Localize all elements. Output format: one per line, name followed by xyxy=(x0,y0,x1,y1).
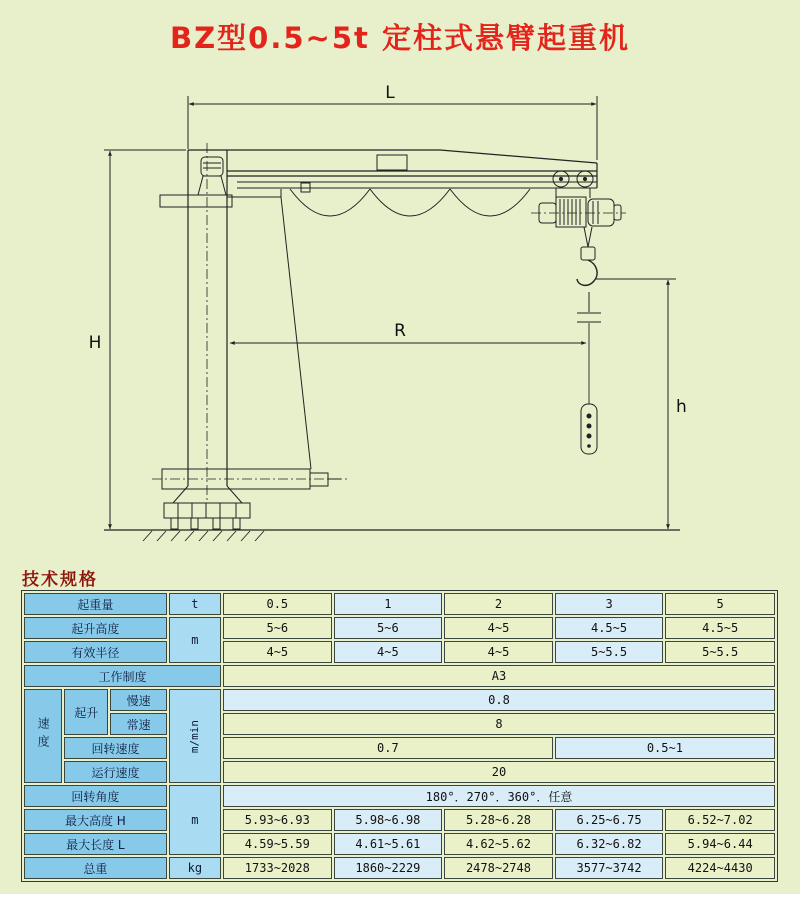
page-bottom-margin xyxy=(0,894,800,900)
max-length-value: 5.94~6.44 xyxy=(665,833,775,855)
slewing-angle-label: 回转角度 xyxy=(24,785,167,807)
working-radius-value: 4~5 xyxy=(334,641,443,663)
rope-break-symbol xyxy=(577,292,601,322)
row-speed-slow xyxy=(24,689,775,711)
rotation-motor xyxy=(198,157,226,195)
row-speed-normal xyxy=(24,713,775,735)
ground-line xyxy=(104,530,680,541)
brace-rod xyxy=(281,197,311,469)
lifting-height-value: 4~5 xyxy=(444,617,553,639)
slow-speed-label: 慢速 xyxy=(110,689,166,711)
capacity-value: 5 xyxy=(665,593,775,615)
duty-class-value: A3 xyxy=(223,665,775,687)
lower-collar xyxy=(152,469,348,489)
total-weight-value: 4224~4430 xyxy=(665,857,775,879)
row-capacity xyxy=(24,593,775,615)
total-weight-value: 1860~2229 xyxy=(334,857,443,879)
lifting-height-label: 起升高度 xyxy=(24,617,167,639)
row-max-length xyxy=(24,833,775,855)
max-height-label: 最大高度 H xyxy=(24,809,167,831)
duty-class-label: 工作制度 xyxy=(24,665,221,687)
row-speed-travel xyxy=(24,761,775,783)
support-column xyxy=(188,143,227,500)
max-height-value: 5.98~6.98 xyxy=(334,809,443,831)
hoist-trolley xyxy=(553,171,593,198)
dimension-l xyxy=(188,83,597,160)
support-bracket xyxy=(160,189,311,469)
working-radius-value: 5~5.5 xyxy=(665,641,775,663)
max-height-value: 6.52~7.02 xyxy=(665,809,775,831)
dim-label-l: L xyxy=(385,83,395,103)
hoist-body xyxy=(531,197,626,227)
slow-speed-value: 0.8 xyxy=(223,689,775,711)
total-weight-value: 1733~2028 xyxy=(223,857,332,879)
capacity-unit: t xyxy=(169,593,221,615)
capacity-value: 2 xyxy=(444,593,553,615)
slewing-speed-label: 回转速度 xyxy=(64,737,167,759)
dim-label-h-upper: H xyxy=(88,333,102,353)
capacity-value: 3 xyxy=(555,593,664,615)
page-title: BZ型0.5~5t 定柱式悬臂起重机 xyxy=(170,21,630,55)
dimension-r xyxy=(230,321,586,343)
festoon-cable xyxy=(290,189,530,216)
slewing-angle-value: 180°．270°．360°．任意 xyxy=(223,785,775,807)
capacity-label: 起重量 xyxy=(24,593,167,615)
max-height-value: 6.25~6.75 xyxy=(555,809,664,831)
row-slewing-angle xyxy=(24,785,775,807)
max-length-value: 4.61~5.61 xyxy=(334,833,443,855)
travel-speed-label: 运行速度 xyxy=(64,761,167,783)
travel-speed-value: 20 xyxy=(223,761,775,783)
lifting-height-value: 5~6 xyxy=(334,617,443,639)
max-length-value: 4.59~5.59 xyxy=(223,833,332,855)
row-total-weight xyxy=(24,857,775,879)
height-radius-unit: m xyxy=(169,617,221,663)
row-max-height xyxy=(24,809,775,831)
total-weight-label: 总重 xyxy=(24,857,167,879)
spec-table-frame xyxy=(21,590,778,882)
dimension-hook-height xyxy=(596,279,687,529)
row-lifting-height xyxy=(24,617,775,639)
capacity-value: 0.5 xyxy=(223,593,332,615)
normal-speed-label: 常速 xyxy=(110,713,166,735)
spec-table xyxy=(22,591,777,881)
working-radius-value: 5~5.5 xyxy=(555,641,664,663)
max-length-value: 6.32~6.82 xyxy=(555,833,664,855)
row-duty-class xyxy=(24,665,775,687)
jib-beam xyxy=(188,150,597,188)
speed-group-label: 速度 xyxy=(24,689,62,783)
slewing-speed-value-b: 0.5~1 xyxy=(555,737,775,759)
total-weight-value: 3577~3742 xyxy=(555,857,664,879)
dims-unit: m xyxy=(169,785,221,855)
normal-speed-value: 8 xyxy=(223,713,775,735)
hoist-speed-label: 起升 xyxy=(64,689,108,735)
lifting-height-value: 4.5~5 xyxy=(665,617,775,639)
beam-access-panel xyxy=(377,155,407,170)
speed-unit: m/min xyxy=(169,689,221,783)
lifting-height-value: 4.5~5 xyxy=(555,617,664,639)
total-weight-unit: kg xyxy=(169,857,221,879)
row-working-radius xyxy=(24,641,775,663)
row-speed-slewing xyxy=(24,737,775,759)
max-length-value: 4.62~5.62 xyxy=(444,833,553,855)
max-length-label: 最大长度 L xyxy=(24,833,167,855)
capacity-value: 1 xyxy=(334,593,443,615)
dim-label-h-lower: h xyxy=(676,397,687,417)
working-radius-value: 4~5 xyxy=(444,641,553,663)
total-weight-value: 2478~2748 xyxy=(444,857,553,879)
hook-icon xyxy=(577,227,597,285)
working-radius-label: 有效半径 xyxy=(24,641,167,663)
max-height-value: 5.28~6.28 xyxy=(444,809,553,831)
slewing-speed-value-a: 0.7 xyxy=(223,737,553,759)
working-radius-value: 4~5 xyxy=(223,641,332,663)
section-heading: 技术规格 xyxy=(22,570,98,590)
max-height-value: 5.93~6.93 xyxy=(223,809,332,831)
dim-label-r: R xyxy=(394,321,406,341)
lifting-height-value: 5~6 xyxy=(223,617,332,639)
